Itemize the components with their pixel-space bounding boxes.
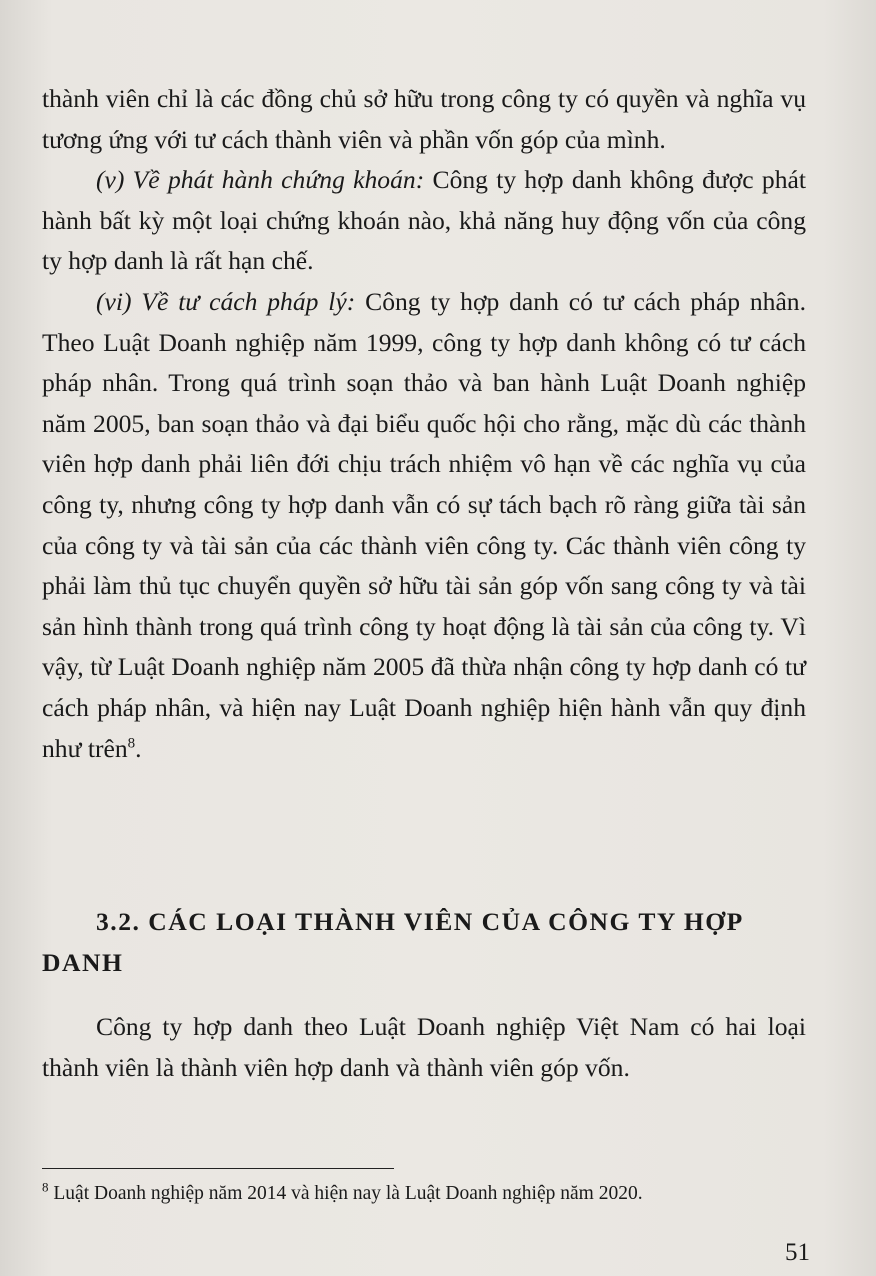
- page-number: 51: [785, 1239, 810, 1266]
- footnote-text: Luật Doanh nghiệp năm 2014 và hiện nay là Luật Doanh nghiệp năm 2020.: [48, 1183, 643, 1204]
- paragraph-legal-status: [42, 282, 806, 769]
- footnote-reference: 8: [127, 734, 136, 751]
- paragraph-continuation: [42, 79, 806, 160]
- paragraph-securities: [42, 160, 806, 282]
- paragraph-tail: .: [135, 733, 142, 763]
- paragraph-text: Công ty hợp danh không được phát hành bất kỳ một loại chứng khoán nào, khả năng huy động vốn của công ty hợp danh là rất hạn chế.: [42, 165, 806, 276]
- footnote-number: 8: [42, 1179, 49, 1195]
- paragraph-member-types: Công ty hợp danh theo Luật Doanh nghiệp Việt Nam có hai loại thành viên là thành viên hợp danh và thành viên góp vốn.: [42, 1012, 806, 1082]
- body-text: [42, 79, 806, 769]
- paragraph-text: thành viên chỉ là các đồng chủ sở hữu trong công ty có quyền và nghĩa vụ tương ứng với tư cách thành viên và phần vốn góp của mình.: [42, 84, 806, 154]
- footnote: [42, 1181, 812, 1207]
- paragraph-lead: (vi) Về tư cách pháp lý:: [96, 286, 356, 316]
- footnote-divider: [42, 1168, 394, 1169]
- paragraph-lead: (v) Về phát hành chứng khoán:: [96, 165, 425, 195]
- section-body: [42, 1007, 806, 1088]
- paragraph-text: Công ty hợp danh có tư cách pháp nhân. Theo Luật Doanh nghiệp năm 1999, công ty hợp danh không có tư cách pháp nhân. Trong quá trình soạn thảo và ban hành Luật Doanh nghiệp năm 2005, ban soạn thảo và đại biểu quốc hội cho rằng, mặc dù các thành viên hợp danh phải liên đới chịu trách nhiệm vô hạn về các nghĩa vụ của công ty, nhưng công ty hợp danh vẫn có sự tách bạch rõ ràng giữa tài sản của công ty và tài sản của các thành viên công ty. Các thành viên công ty phải làm thủ tục chuyển quyền sở hữu tài sản góp vốn sang công ty và tài sản hình thành trong quá trình công ty hoạt động là tài sản của công ty. Vì vậy, từ Luật Doanh nghiệp năm 2005 đã thừa nhận công ty hợp danh có tư cách pháp nhân, và hiện nay Luật Doanh nghiệp hiện hành vẫn quy định như trên: [42, 286, 806, 763]
- section-heading: 3.2. CÁC LOẠI THÀNH VIÊN CỦA CÔNG TY HỢP DANH: [42, 907, 743, 977]
